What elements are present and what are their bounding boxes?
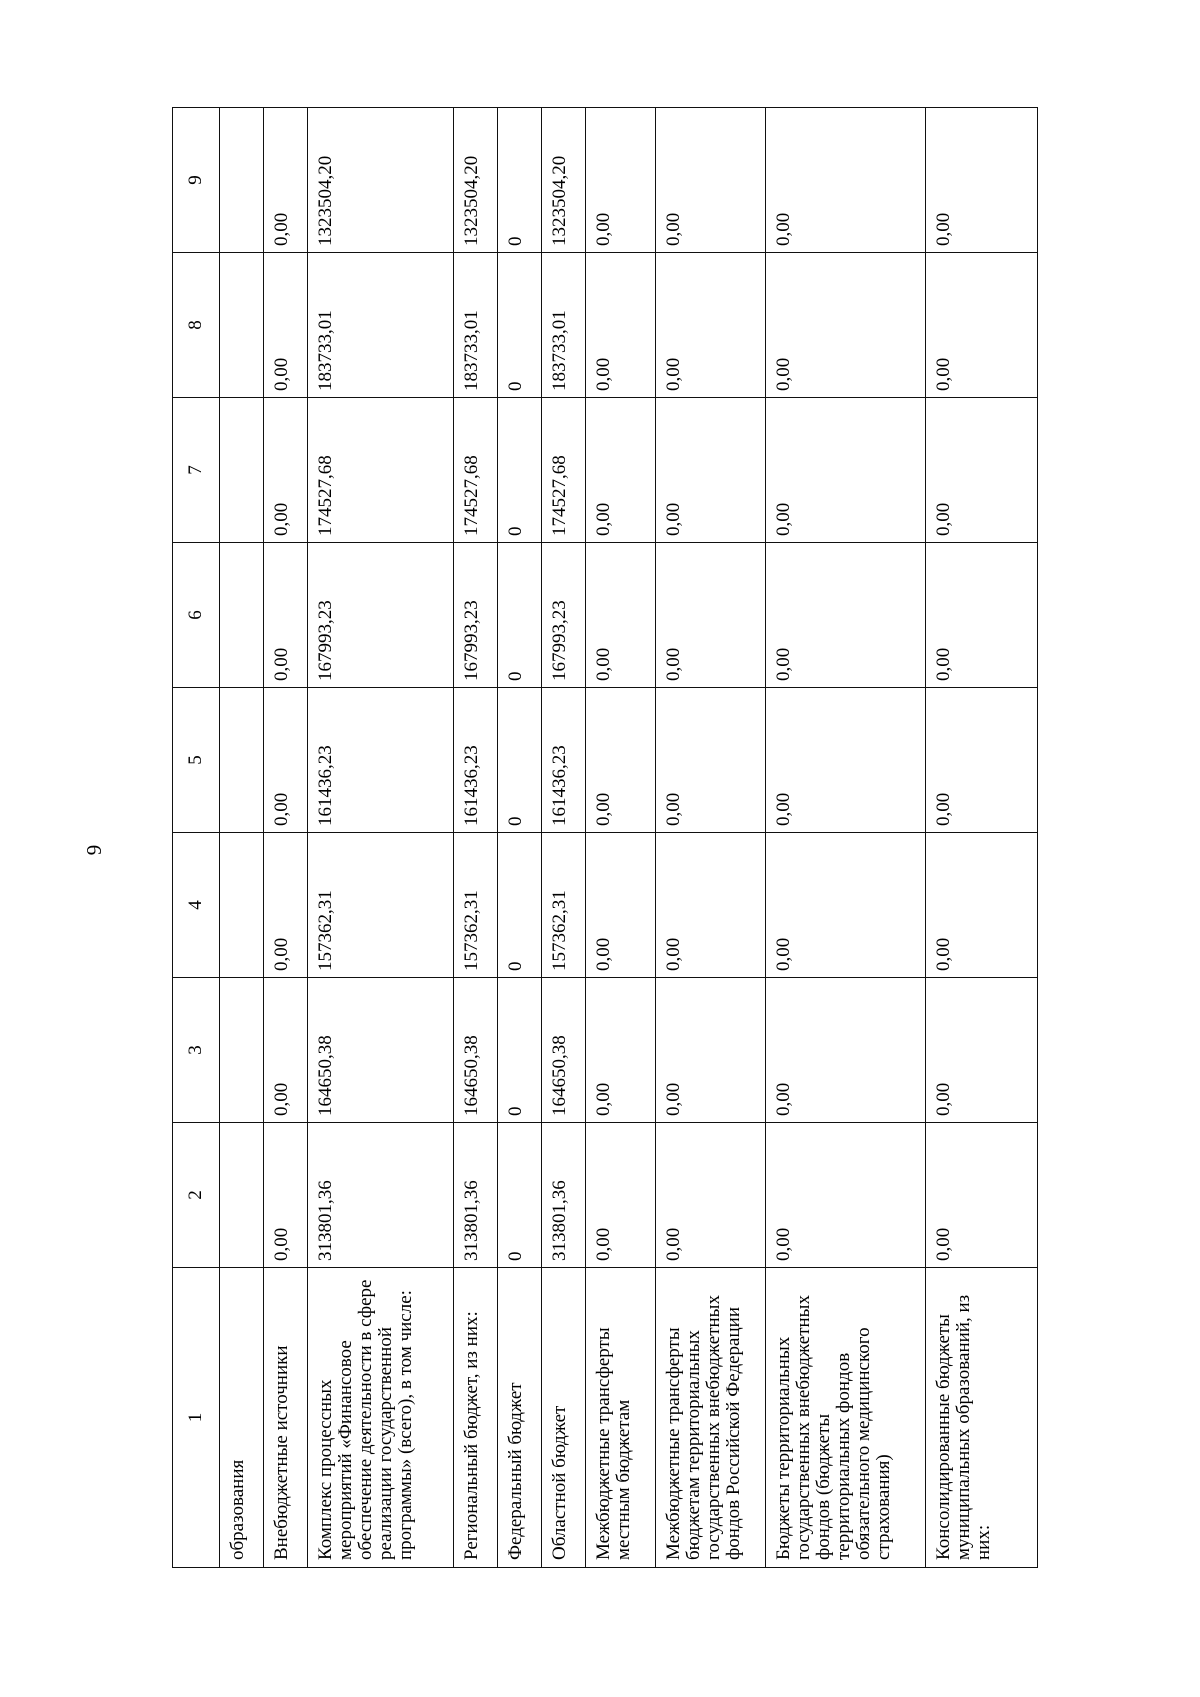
column-number: 6: [173, 543, 220, 688]
table-cell: 164650,38: [542, 978, 586, 1123]
table-cell: 183733,01: [454, 253, 498, 398]
table-cell: 0,00: [926, 253, 1038, 398]
table-cell: 0,00: [656, 1123, 766, 1268]
table-cell: 0,00: [766, 108, 926, 253]
table-cell: 0: [498, 833, 542, 978]
table-cell: 0,00: [766, 978, 926, 1123]
column-number: 1: [173, 1268, 220, 1568]
table-cell: 161436,23: [542, 688, 586, 833]
table-row: [498, 108, 542, 1568]
table-cell: 0,00: [586, 1123, 656, 1268]
column-number: 5: [173, 688, 220, 833]
table-cell: 0,00: [586, 688, 656, 833]
column-number: 7: [173, 398, 220, 543]
table-cell: 0,00: [766, 398, 926, 543]
table-cell: 0,00: [586, 833, 656, 978]
table-cell: 157362,31: [454, 833, 498, 978]
table-cell: 1323504,20: [542, 108, 586, 253]
table-cell: 0: [498, 978, 542, 1123]
page-number: 6: [82, 844, 106, 856]
table-cell: 0,00: [766, 688, 926, 833]
column-number: 8: [173, 253, 220, 398]
table-row: [542, 108, 586, 1568]
table-cell: 0,00: [766, 543, 926, 688]
table-cell: 0,00: [656, 108, 766, 253]
table-cell: 167993,23: [308, 543, 454, 688]
table-cell: 313801,36: [454, 1123, 498, 1268]
table-cell: 0: [498, 398, 542, 543]
table-cell: [220, 833, 264, 978]
table-cell: 0,00: [766, 833, 926, 978]
table-cell: [220, 108, 264, 253]
table-header-row: [173, 108, 220, 1568]
table-cell: 183733,01: [308, 253, 454, 398]
table-cell: [220, 1123, 264, 1268]
table-cell: 0,00: [586, 543, 656, 688]
column-number: 2: [173, 1123, 220, 1268]
table-cell: 0,00: [264, 978, 308, 1123]
row-label: Межбюджетные трансферты местным бюджетам: [586, 1268, 656, 1568]
row-label: Межбюджетные трансферты бюджетам территориальных государственных внебюджетных фондов Российской Федерации: [656, 1268, 766, 1568]
table-row: [308, 108, 454, 1568]
table-cell: 0,00: [656, 688, 766, 833]
table-cell: 0,00: [656, 398, 766, 543]
row-label: Федеральный бюджет: [498, 1268, 542, 1568]
table-cell: [220, 543, 264, 688]
table-cell: [220, 688, 264, 833]
table-cell: [220, 253, 264, 398]
table-cell: 0: [498, 543, 542, 688]
table-cell: [220, 398, 264, 543]
table-cell: 0,00: [586, 253, 656, 398]
table-cell: 313801,36: [308, 1123, 454, 1268]
table-cell: 0: [498, 253, 542, 398]
row-label: Консолидированные бюджеты муниципальных образований, из них:: [926, 1268, 1038, 1568]
table-row: [586, 108, 656, 1568]
table-cell: 0,00: [926, 688, 1038, 833]
table-cell: 313801,36: [542, 1123, 586, 1268]
table-cell: 0,00: [264, 108, 308, 253]
table-cell: 164650,38: [308, 978, 454, 1123]
row-label: образования: [220, 1268, 264, 1568]
table-cell: 167993,23: [454, 543, 498, 688]
table-cell: 0,00: [586, 108, 656, 253]
table-cell: 157362,31: [308, 833, 454, 978]
table-row: [220, 108, 264, 1568]
table-cell: 0,00: [264, 1123, 308, 1268]
table-cell: 1323504,20: [454, 108, 498, 253]
table-cell: 183733,01: [542, 253, 586, 398]
table-cell: 174527,68: [454, 398, 498, 543]
table-cell: 167993,23: [542, 543, 586, 688]
table-cell: 0,00: [264, 398, 308, 543]
table-cell: 0,00: [926, 1123, 1038, 1268]
table-cell: 0,00: [656, 978, 766, 1123]
table-cell: 0,00: [264, 688, 308, 833]
table-row: [766, 108, 926, 1568]
table-body: [173, 108, 1038, 1568]
table-cell: 0,00: [926, 978, 1038, 1123]
table-cell: 0: [498, 688, 542, 833]
table-cell: 0,00: [926, 108, 1038, 253]
row-label: Внебюджетные источники: [264, 1268, 308, 1568]
table-cell: 0,00: [264, 833, 308, 978]
table-cell: 174527,68: [542, 398, 586, 543]
table-cell: 0,00: [926, 398, 1038, 543]
table-cell: 0,00: [586, 398, 656, 543]
table-cell: 0,00: [766, 253, 926, 398]
table-cell: [220, 978, 264, 1123]
row-label: Комплекс процессных мероприятий «Финансовое обеспечение деятельности в сфере реализации государственной программы» (всего), в том числе:: [308, 1268, 454, 1568]
table-cell: 0,00: [586, 978, 656, 1123]
table-row: [264, 108, 308, 1568]
column-number: 9: [173, 108, 220, 253]
table-row: [926, 108, 1038, 1568]
table-cell: 0,00: [656, 833, 766, 978]
budget-table-container: [172, 108, 1081, 1568]
row-label: Областной бюджет: [542, 1268, 586, 1568]
table-cell: 1323504,20: [308, 108, 454, 253]
table-cell: 0: [498, 1123, 542, 1268]
table-cell: 0,00: [926, 833, 1038, 978]
table-cell: 0,00: [656, 253, 766, 398]
table-cell: 161436,23: [454, 688, 498, 833]
table-cell: 0,00: [264, 253, 308, 398]
table-cell: 0: [498, 108, 542, 253]
row-label: Бюджеты территориальных государственных внебюджетных фондов (бюджеты территориальных фондов обязательного медицинского страхования): [766, 1268, 926, 1568]
table-cell: 164650,38: [454, 978, 498, 1123]
table-row: [656, 108, 766, 1568]
table-cell: 157362,31: [542, 833, 586, 978]
table-row: [454, 108, 498, 1568]
column-number: 4: [173, 833, 220, 978]
column-number: 3: [173, 978, 220, 1123]
table-cell: 0,00: [264, 543, 308, 688]
table-cell: 0,00: [656, 543, 766, 688]
table-cell: 0,00: [766, 1123, 926, 1268]
budget-table: [172, 107, 1038, 1568]
table-cell: 0,00: [926, 543, 1038, 688]
table-cell: 161436,23: [308, 688, 454, 833]
table-cell: 174527,68: [308, 398, 454, 543]
row-label: Региональный бюджет, из них:: [454, 1268, 498, 1568]
